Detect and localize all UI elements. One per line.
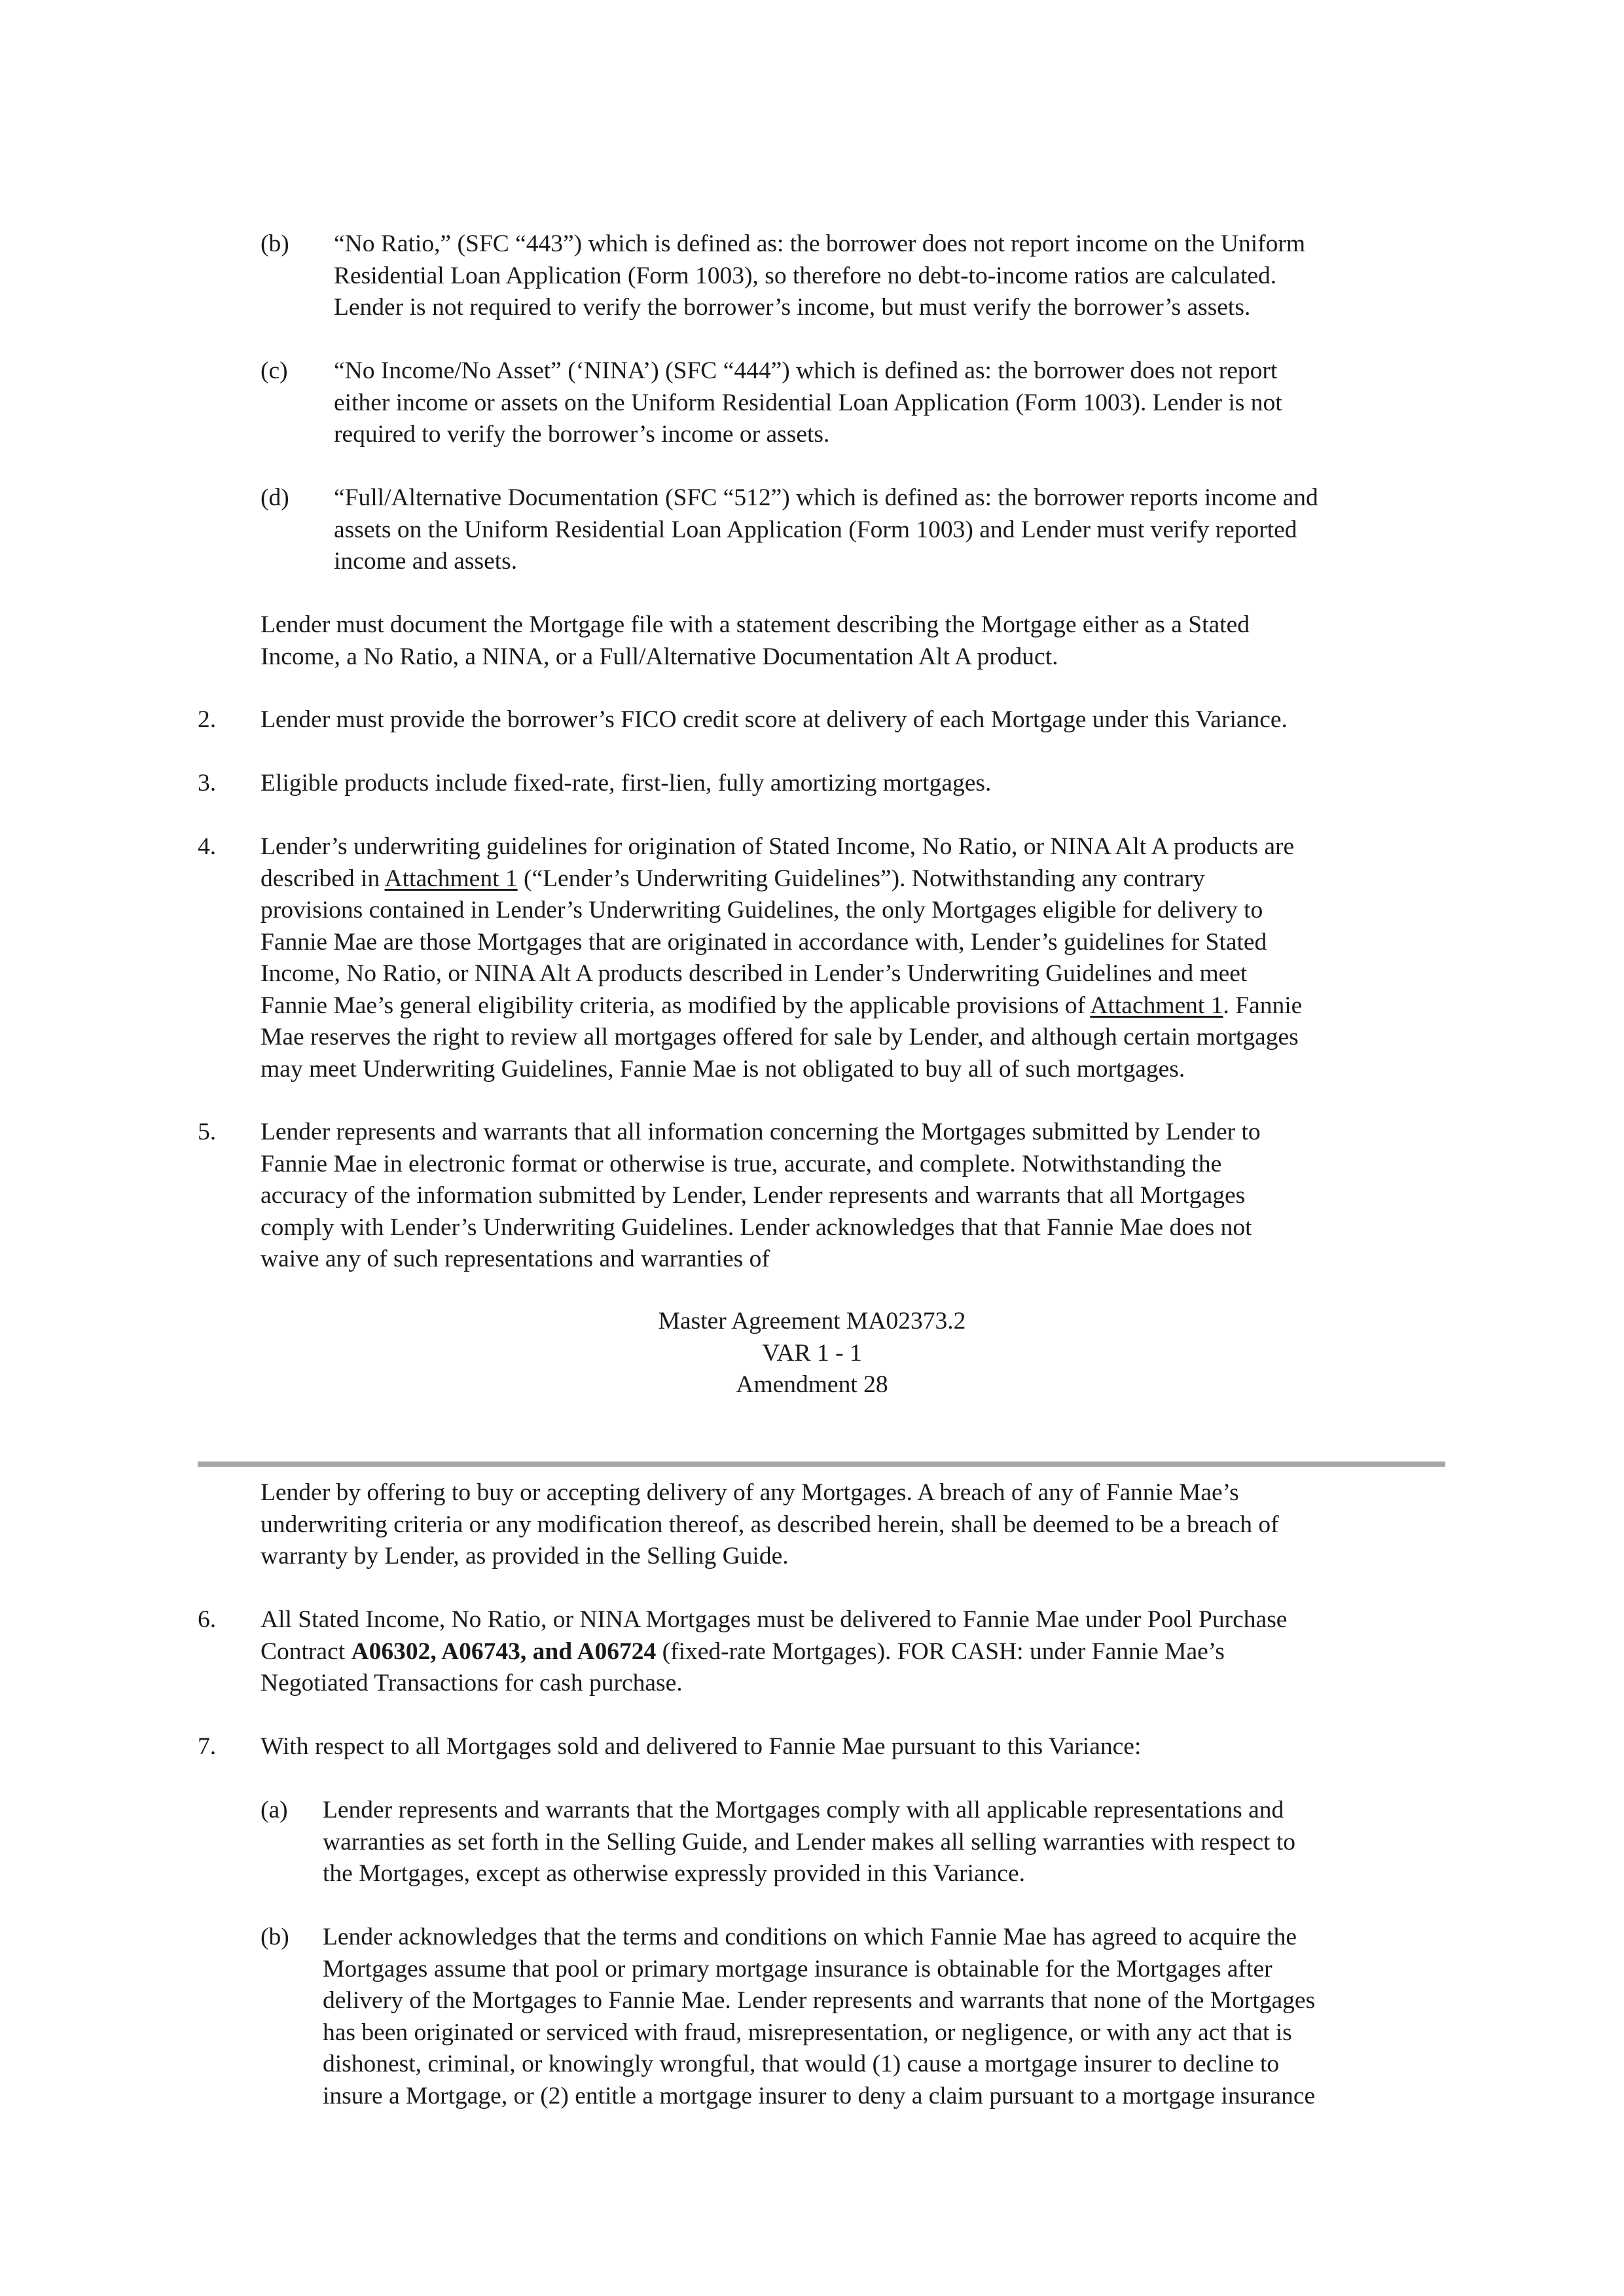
text-line: Income, a No Ratio, a NINA, or a Full/Alternative Documentation Alt A product. (261, 643, 1058, 670)
document-statement-paragraph (261, 609, 1445, 673)
item-number: 3. (198, 770, 217, 797)
text-fragment: Contract (261, 1638, 352, 1665)
page-break-divider (198, 1462, 1445, 1467)
text-line: “Full/Alternative Documentation (SFC “512”) which is defined as: the borrower reports income and (334, 484, 1318, 511)
text-line: income and assets. (334, 548, 518, 575)
text-line: Income, No Ratio, or NINA Alt A products described in Lender’s Underwriting Guidelines and meet (261, 960, 1248, 987)
subitem-text (334, 482, 1447, 578)
continuation-paragraph (261, 1477, 1445, 1573)
text-line: Lender acknowledges that the terms and conditions on which Fannie Mae has agreed to acquire the (323, 1924, 1297, 1950)
item-number: 5. (198, 1119, 217, 1145)
text-line: “No Income/No Asset” (‘NINA’) (SFC “444”) which is defined as: the borrower does not report (334, 357, 1278, 384)
text-fragment: described in (261, 865, 385, 892)
text-line: Fannie Mae in electronic format or otherwise is true, accurate, and complete. Notwithstanding the (261, 1150, 1222, 1177)
subitem-label: (d) (261, 484, 289, 511)
item-number: 2. (198, 706, 217, 733)
text-line: Lender by offering to buy or accepting delivery of any Mortgages. A breach of any of Fannie Mae’s (261, 1479, 1239, 1506)
footer-amendment: Amendment 28 (736, 1371, 888, 1398)
text-line: All Stated Income, No Ratio, or NINA Mortgages must be delivered to Fannie Mae under Pool Purchase (261, 1606, 1288, 1633)
text-line: may meet Underwriting Guidelines, Fannie Mae is not obligated to buy all of such mortgages. (261, 1055, 1185, 1083)
text-line: comply with Lender’s Underwriting Guidelines. Lender acknowledges that that Fannie Mae does not (261, 1213, 1252, 1241)
text-line: Lender represents and warrants that the Mortgages comply with all applicable representations and (323, 1797, 1284, 1823)
text-fragment: Fannie Mae’s general eligibility criteria, as modified by the applicable provisions of (261, 992, 1091, 1019)
text-line: delivery of the Mortgages to Fannie Mae. Lender represents and warrants that none of the Mortgages (323, 1987, 1316, 2014)
item-text (261, 831, 1447, 1085)
text-line: Fannie Mae are those Mortgages that are originated in accordance with, Lender’s guidelines for Stated (261, 928, 1267, 956)
text-line: Mortgages assume that pool or primary mortgage insurance is obtainable for the Mortgages after (323, 1955, 1272, 1982)
attachment-1-link[interactable]: Attachment 1 (384, 865, 518, 892)
subitem-text (323, 1922, 1447, 2112)
footer-agreement: Master Agreement MA02373.2 (658, 1308, 966, 1335)
subitem-label: (b) (261, 230, 289, 257)
text-line: insure a Mortgage, or (2) entitle a mortgage insurer to deny a claim pursuant to a mortgage insurance (323, 2082, 1316, 2109)
subitem-label: (c) (261, 357, 288, 384)
text-line: warranty by Lender, as provided in the Selling Guide. (261, 1543, 789, 1570)
text-fragment: . Fannie (1223, 992, 1303, 1019)
item-number: 6. (198, 1606, 217, 1633)
subitem-text (334, 228, 1447, 324)
text-line: required to verify the borrower’s income or assets. (334, 421, 830, 448)
subitem-text (334, 355, 1447, 451)
text-fragment: (fixed-rate Mortgages). FOR CASH: under Fannie Mae’s (656, 1638, 1225, 1665)
item-number: 7. (198, 1733, 217, 1760)
text-line (261, 990, 1447, 1022)
text-line: waive any of such representations and warranties of (261, 1246, 770, 1272)
item-text: Lender must provide the borrower’s FICO credit score at delivery of each Mortgage under this Variance. (261, 706, 1288, 733)
pool-purchase-contracts: A06302, A06743, and A06724 (351, 1638, 657, 1665)
subitem-label: (b) (261, 1924, 289, 1950)
item-number: 4. (198, 833, 217, 860)
text-line: assets on the Uniform Residential Loan Application (Form 1003) and Lender must verify reported (334, 516, 1297, 543)
text-line: the Mortgages, except as otherwise expressly provided in this Variance. (323, 1860, 1025, 1887)
footer-var: VAR 1 - 1 (762, 1339, 862, 1367)
item-text: Eligible products include fixed-rate, first-lien, fully amortizing mortgages. (261, 770, 992, 797)
text-line: Mae reserves the right to review all mortgages offered for sale by Lender, and although certain mortgages (261, 1024, 1299, 1050)
text-line: “No Ratio,” (SFC “443”) which is defined as: the borrower does not report income on the Uniform (334, 230, 1306, 257)
item-text (261, 1117, 1447, 1276)
subitem-label: (a) (261, 1797, 288, 1823)
text-line: Lender’s underwriting guidelines for origination of Stated Income, No Ratio, or NINA Alt A products are (261, 833, 1295, 860)
text-line: either income or assets on the Uniform Residential Loan Application (Form 1003). Lender is not (334, 389, 1282, 416)
text-line: Lender is not required to verify the borrower’s income, but must verify the borrower’s assets. (334, 294, 1251, 321)
text-line: Lender must document the Mortgage file with a statement describing the Mortgage either as a Stated (261, 611, 1250, 638)
item-text: With respect to all Mortgages sold and delivered to Fannie Mae pursuant to this Variance: (261, 1733, 1142, 1760)
text-line: Negotiated Transactions for cash purchase. (261, 1670, 683, 1696)
text-line: dishonest, criminal, or knowingly wrongful, that would (1) cause a mortgage insurer to decline to (323, 2051, 1280, 2077)
text-line: Residential Loan Application (Form 1003), so therefore no debt-to-income ratios are calculated. (334, 262, 1277, 289)
subitem-text (323, 1795, 1447, 1890)
text-line: underwriting criteria or any modification thereof, as described herein, shall be deemed to be a breach of (261, 1511, 1279, 1538)
text-fragment: (“Lender’s Underwriting Guidelines”). Notwithstanding any contrary (517, 865, 1205, 892)
text-line: provisions contained in Lender’s Underwriting Guidelines, the only Mortgages eligible for delivery to (261, 897, 1263, 924)
text-line (261, 1636, 1447, 1668)
text-line: Lender represents and warrants that all information concerning the Mortgages submitted by Lender to (261, 1119, 1261, 1145)
text-line (261, 863, 1447, 895)
text-line: has been originated or serviced with fraud, misrepresentation, or negligence, or with any act that is (323, 2018, 1292, 2046)
text-line: warranties as set forth in the Selling Guide, and Lender makes all selling warranties with respect to (323, 1828, 1296, 1856)
attachment-1-link[interactable]: Attachment 1 (1090, 992, 1223, 1019)
item-text (261, 1604, 1447, 1700)
text-line: accuracy of the information submitted by Lender, Lender represents and warrants that all Mortgages (261, 1182, 1246, 1209)
page-footer (0, 1306, 1624, 1401)
